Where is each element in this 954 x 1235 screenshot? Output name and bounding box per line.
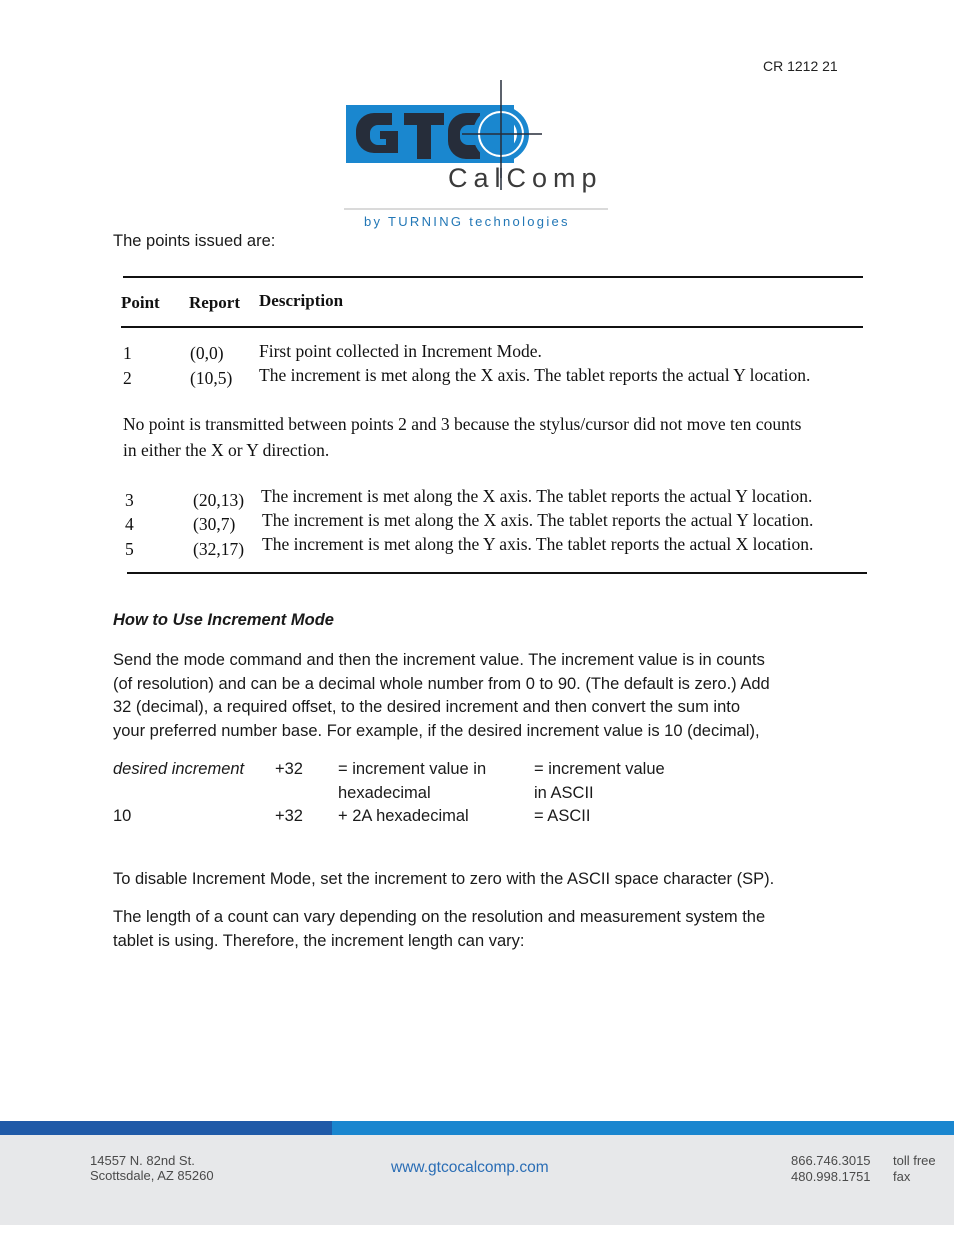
row-4-report: (30,7): [193, 514, 236, 534]
row-3-description: The increment is met along the X axis. The tablet reports the actual Y location.: [261, 486, 813, 506]
header-description: Description: [259, 291, 344, 310]
row-5-description: The increment is met along the Y axis. The tablet reports the actual X location.: [262, 534, 814, 554]
increment-row-value: 10: [113, 807, 132, 825]
footer-phone-toll-free: 866.746.3015: [791, 1153, 871, 1168]
paragraph-1-line-3: 32 (decimal), a required offset, to the desired increment and then convert the sum into: [113, 698, 741, 716]
increment-row-hex: + 2A hexadecimal: [338, 807, 469, 825]
increment-header-ascii-line-1: = increment value: [534, 760, 665, 778]
logo-tagline: by TURNING technologies: [364, 214, 570, 229]
intro-text: The points issued are:: [113, 232, 276, 250]
points-table: [113, 272, 873, 587]
footer-address-line-2: Scottsdale, AZ 85260: [90, 1168, 214, 1183]
row-2-description: The increment is met along the X axis. The tablet reports the actual Y location.: [259, 365, 811, 385]
row-5-report: (32,17): [193, 539, 245, 559]
increment-header-ascii-line-2: in ASCII: [534, 784, 594, 802]
paragraph-1-line-1: Send the mode command and then the increment value. The increment value is in counts: [113, 651, 765, 669]
increment-header-hex-line-2: hexadecimal: [338, 784, 431, 802]
footer-accent-bar-left: [0, 1121, 332, 1135]
page-footer: [0, 1135, 954, 1225]
row-3-point: 3: [125, 490, 134, 510]
row-2-report: (10,5): [190, 368, 233, 388]
gtco-calcomp-logo: [344, 78, 614, 230]
table-bottom-rule: [127, 572, 867, 574]
paragraph-3-line-2: tablet is using. Therefore, the increment length can vary:: [113, 932, 525, 950]
row-4-point: 4: [125, 514, 134, 534]
row-3-report: (20,13): [193, 490, 245, 510]
increment-header-hex-line-1: = increment value in: [338, 760, 487, 778]
row-2-point: 2: [123, 368, 132, 388]
row-1-report: (0,0): [190, 343, 224, 363]
row-4-description: The increment is met along the X axis. The tablet reports the actual Y location.: [262, 510, 814, 530]
document-code: CR 1212 21: [763, 58, 838, 74]
table-top-rule: [123, 276, 863, 278]
footer-phone-fax-label: fax: [893, 1169, 911, 1184]
paragraph-1-line-4: your preferred number base. For example, if the desired increment value is 10 (decimal),: [113, 722, 760, 740]
paragraph-2: To disable Increment Mode, set the increment to zero with the ASCII space character (SP).: [113, 870, 775, 888]
header-point: Point: [121, 293, 160, 312]
increment-header-offset: +32: [275, 760, 303, 778]
table-note-line-1: No point is transmitted between points 2 and 3 because the stylus/cursor did not move ten counts: [123, 414, 802, 434]
table-note-line-2: in either the X or Y direction.: [123, 440, 330, 460]
footer-phone-toll-free-label: toll free: [893, 1153, 936, 1168]
row-1-description: First point collected in Increment Mode.: [259, 341, 542, 361]
footer-address-line-1: 14557 N. 82nd St.: [90, 1153, 195, 1168]
logo-mark: [344, 78, 614, 230]
footer-phone-fax: 480.998.1751: [791, 1169, 871, 1184]
increment-row-offset: +32: [275, 807, 303, 825]
increment-row-ascii: = ASCII: [534, 807, 591, 825]
header-rule: [121, 326, 863, 328]
paragraph-3-line-1: The length of a count can vary depending on the resolution and measurement system the: [113, 908, 766, 926]
header-report: Report: [189, 293, 240, 312]
row-1-point: 1: [123, 343, 132, 363]
row-5-point: 5: [125, 539, 134, 559]
footer-accent-bar-right: [332, 1121, 954, 1135]
footer-website-link[interactable]: www.gtcocalcomp.com: [391, 1159, 549, 1176]
logo-calcomp-text: CalComp: [448, 163, 603, 193]
paragraph-1-line-2: (of resolution) and can be a decimal whole number from 0 to 90. (The default is zero.) Add: [113, 675, 770, 693]
increment-header-desired: desired increment: [113, 760, 245, 778]
section-title: How to Use Increment Mode: [113, 611, 334, 629]
